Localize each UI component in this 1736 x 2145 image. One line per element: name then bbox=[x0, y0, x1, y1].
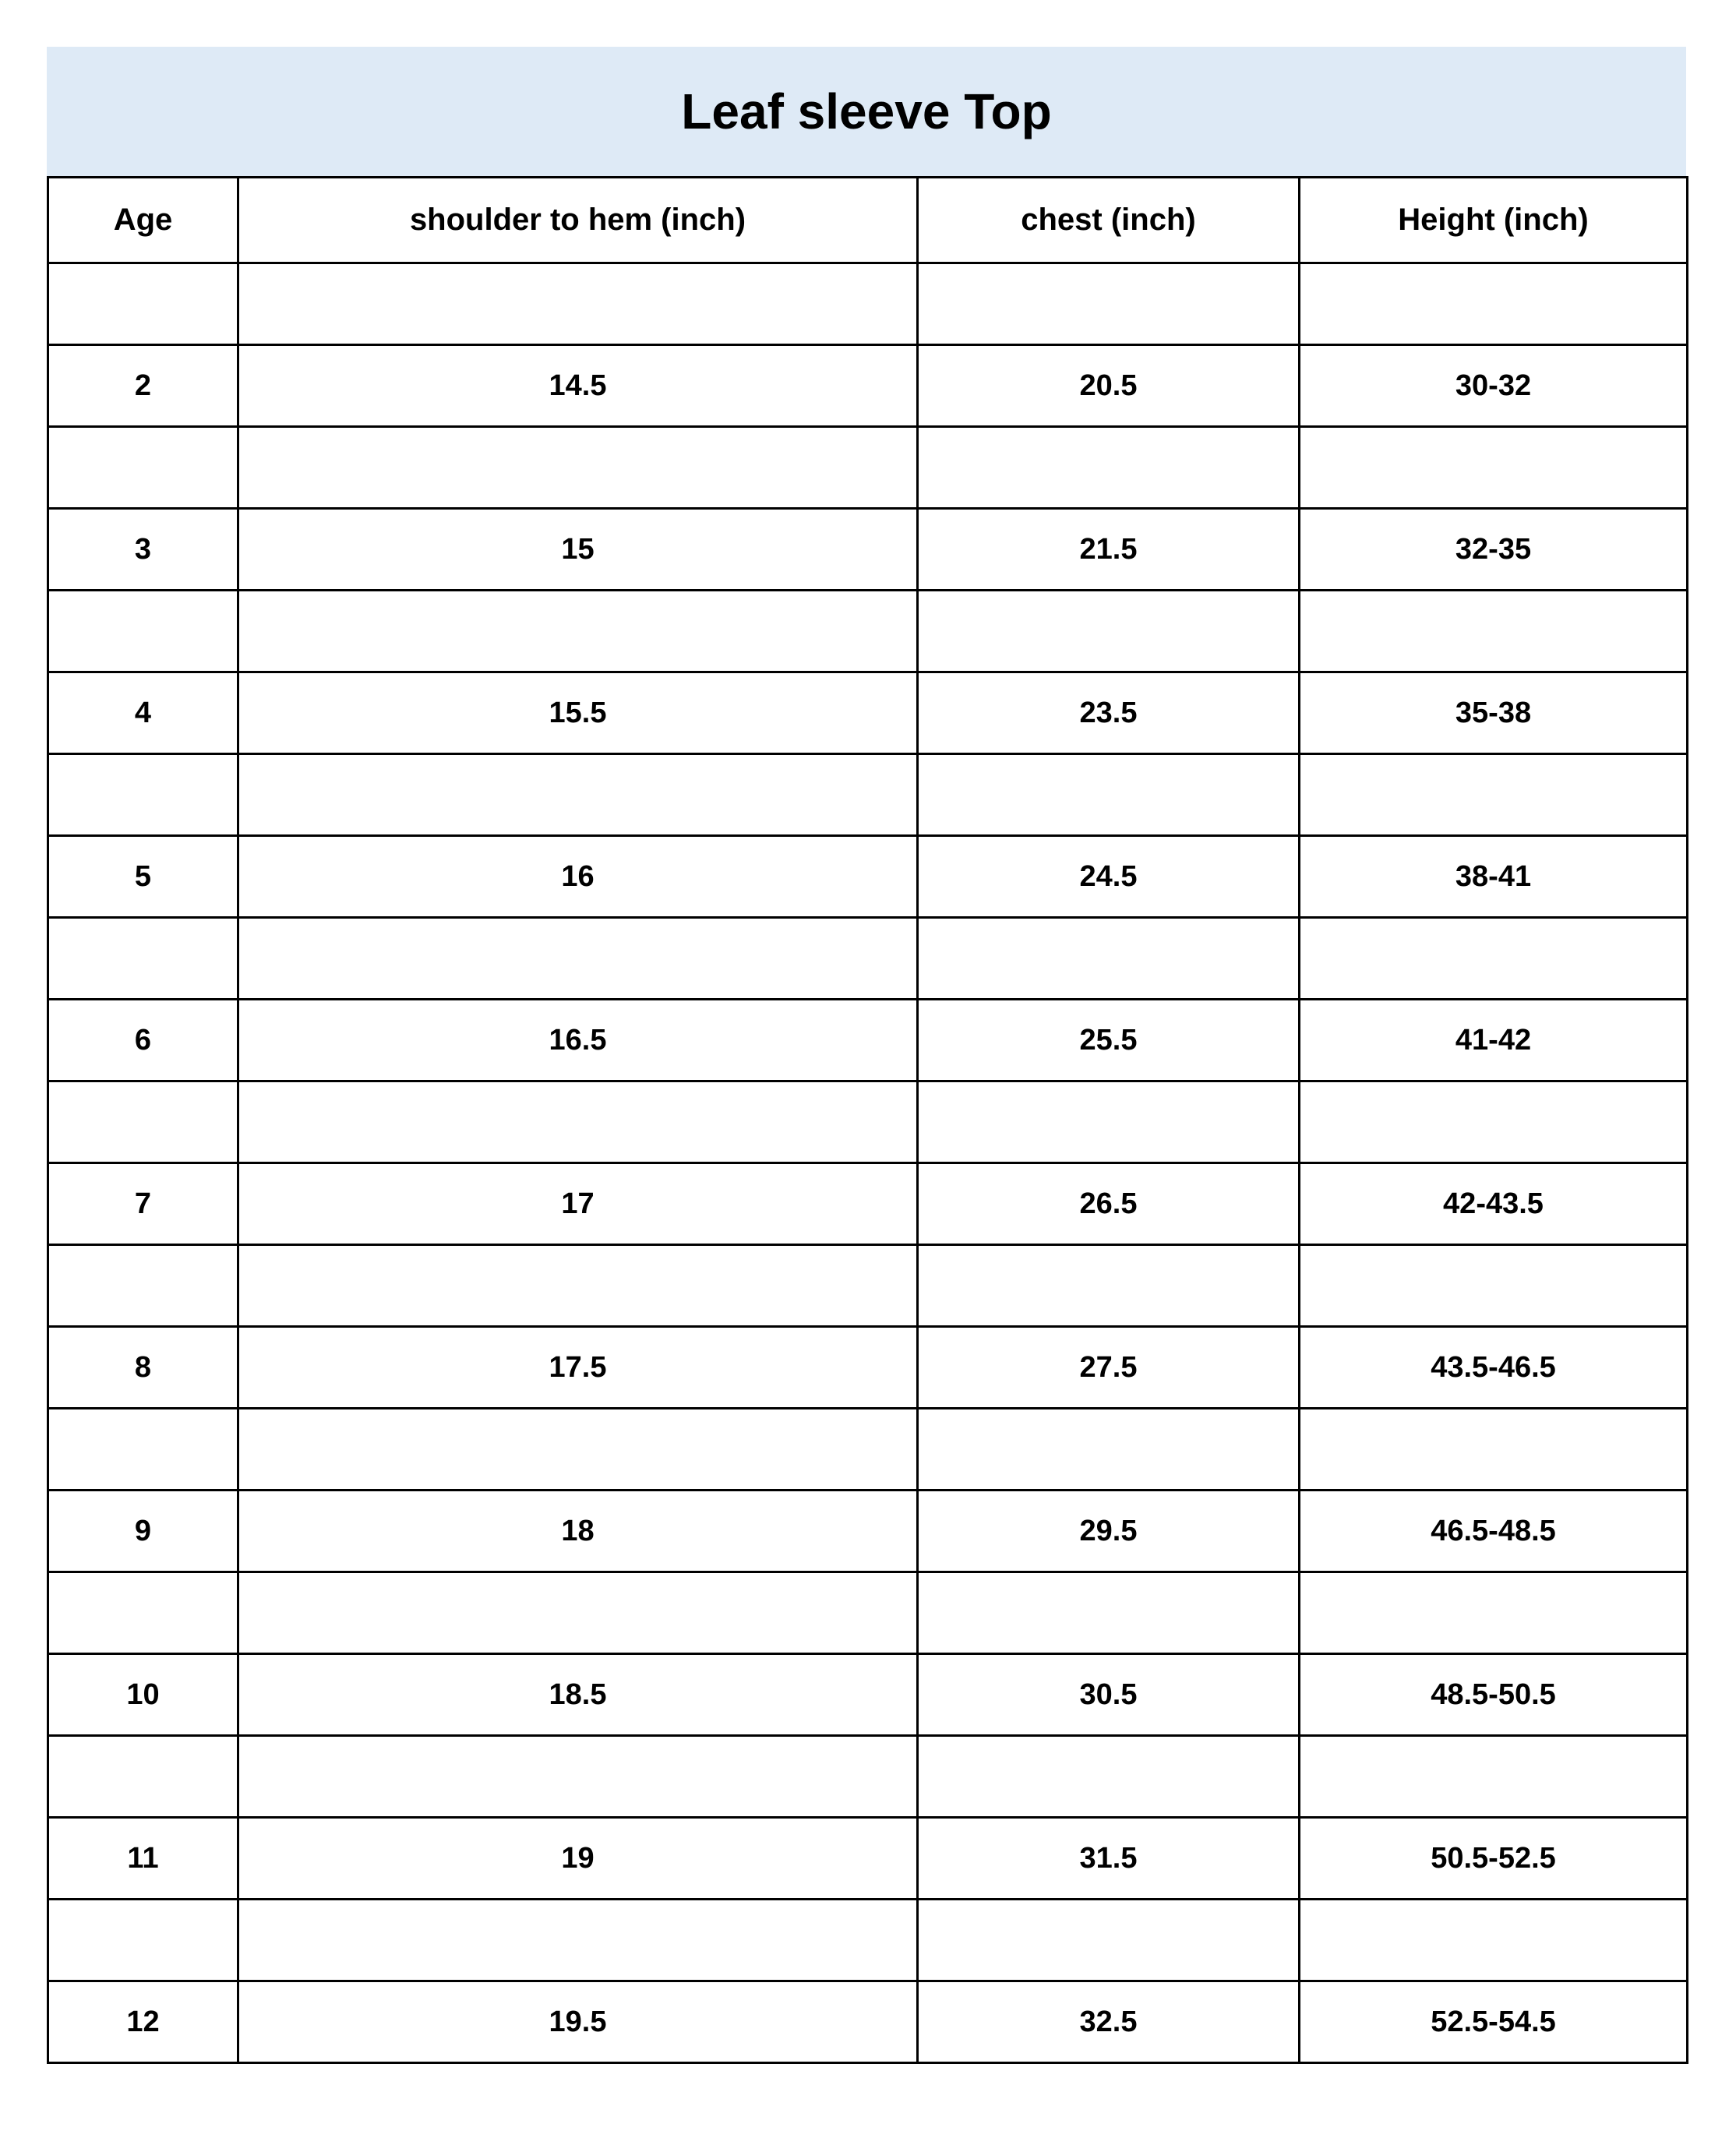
cell-age bbox=[48, 1900, 238, 1981]
cell-height bbox=[1300, 1409, 1688, 1491]
cell-height: 50.5-52.5 bbox=[1300, 1818, 1688, 1900]
cell-age bbox=[48, 1081, 238, 1163]
table-row bbox=[48, 345, 1688, 427]
column-header-chest: chest (inch) bbox=[918, 178, 1300, 263]
table-row bbox=[48, 1818, 1688, 1900]
cell-shoulder-to-hem: 16.5 bbox=[238, 1000, 918, 1081]
cell-chest bbox=[918, 1736, 1300, 1818]
header-row bbox=[48, 178, 1688, 263]
cell-height bbox=[1300, 591, 1688, 672]
cell-height: 43.5-46.5 bbox=[1300, 1327, 1688, 1409]
spacer-row bbox=[48, 1081, 1688, 1163]
cell-shoulder-to-hem: 19 bbox=[238, 1818, 918, 1900]
cell-shoulder-to-hem bbox=[238, 1409, 918, 1491]
cell-chest bbox=[918, 1572, 1300, 1654]
spacer-row bbox=[48, 918, 1688, 1000]
cell-height: 46.5-48.5 bbox=[1300, 1491, 1688, 1572]
cell-height bbox=[1300, 1736, 1688, 1818]
spacer-row bbox=[48, 591, 1688, 672]
cell-age: 7 bbox=[48, 1163, 238, 1245]
cell-age: 9 bbox=[48, 1491, 238, 1572]
cell-height: 48.5-50.5 bbox=[1300, 1654, 1688, 1736]
spacer-row bbox=[48, 754, 1688, 836]
table-body bbox=[48, 263, 1688, 2063]
column-header-age: Age bbox=[48, 178, 238, 263]
table-row bbox=[48, 1981, 1688, 2063]
cell-shoulder-to-hem bbox=[238, 1081, 918, 1163]
cell-age: 11 bbox=[48, 1818, 238, 1900]
size-table bbox=[47, 176, 1688, 2064]
table-row bbox=[48, 1327, 1688, 1409]
cell-height: 35-38 bbox=[1300, 672, 1688, 754]
cell-chest bbox=[918, 427, 1300, 509]
cell-age: 2 bbox=[48, 345, 238, 427]
cell-age bbox=[48, 591, 238, 672]
cell-age bbox=[48, 1572, 238, 1654]
column-header-height: Height (inch) bbox=[1300, 178, 1688, 263]
spacer-row bbox=[48, 1409, 1688, 1491]
cell-height: 30-32 bbox=[1300, 345, 1688, 427]
cell-chest bbox=[918, 1900, 1300, 1981]
table-row bbox=[48, 1654, 1688, 1736]
cell-age bbox=[48, 754, 238, 836]
spacer-row bbox=[48, 1572, 1688, 1654]
table-row bbox=[48, 1000, 1688, 1081]
cell-age: 3 bbox=[48, 509, 238, 591]
spacer-row bbox=[48, 263, 1688, 345]
cell-height bbox=[1300, 754, 1688, 836]
spacer-row bbox=[48, 1900, 1688, 1981]
cell-shoulder-to-hem bbox=[238, 1736, 918, 1818]
cell-shoulder-to-hem bbox=[238, 591, 918, 672]
cell-age: 10 bbox=[48, 1654, 238, 1736]
cell-shoulder-to-hem: 19.5 bbox=[238, 1981, 918, 2063]
cell-age: 12 bbox=[48, 1981, 238, 2063]
spacer-row bbox=[48, 1736, 1688, 1818]
cell-age bbox=[48, 1409, 238, 1491]
cell-age: 6 bbox=[48, 1000, 238, 1081]
cell-chest: 23.5 bbox=[918, 672, 1300, 754]
cell-height bbox=[1300, 1900, 1688, 1981]
spacer-row bbox=[48, 1245, 1688, 1327]
cell-chest bbox=[918, 1081, 1300, 1163]
cell-shoulder-to-hem: 17 bbox=[238, 1163, 918, 1245]
cell-shoulder-to-hem: 15.5 bbox=[238, 672, 918, 754]
cell-height: 32-35 bbox=[1300, 509, 1688, 591]
cell-chest bbox=[918, 1245, 1300, 1327]
cell-shoulder-to-hem: 18 bbox=[238, 1491, 918, 1572]
cell-shoulder-to-hem bbox=[238, 754, 918, 836]
cell-age: 4 bbox=[48, 672, 238, 754]
cell-shoulder-to-hem: 17.5 bbox=[238, 1327, 918, 1409]
cell-chest: 24.5 bbox=[918, 836, 1300, 918]
spacer-row bbox=[48, 427, 1688, 509]
cell-shoulder-to-hem: 14.5 bbox=[238, 345, 918, 427]
cell-age: 8 bbox=[48, 1327, 238, 1409]
cell-chest: 20.5 bbox=[918, 345, 1300, 427]
cell-shoulder-to-hem bbox=[238, 1572, 918, 1654]
table-row bbox=[48, 836, 1688, 918]
cell-shoulder-to-hem bbox=[238, 1245, 918, 1327]
cell-shoulder-to-hem bbox=[238, 1900, 918, 1981]
size-chart bbox=[47, 47, 1686, 2064]
chart-title: Leaf sleeve Top bbox=[47, 47, 1686, 176]
cell-shoulder-to-hem bbox=[238, 918, 918, 1000]
cell-chest bbox=[918, 1409, 1300, 1491]
cell-chest: 32.5 bbox=[918, 1981, 1300, 2063]
cell-age bbox=[48, 427, 238, 509]
cell-chest: 29.5 bbox=[918, 1491, 1300, 1572]
cell-chest: 25.5 bbox=[918, 1000, 1300, 1081]
cell-age bbox=[48, 1245, 238, 1327]
cell-height bbox=[1300, 1081, 1688, 1163]
cell-chest bbox=[918, 918, 1300, 1000]
cell-height bbox=[1300, 918, 1688, 1000]
table-row bbox=[48, 1163, 1688, 1245]
cell-shoulder-to-hem: 18.5 bbox=[238, 1654, 918, 1736]
cell-shoulder-to-hem: 15 bbox=[238, 509, 918, 591]
table-row bbox=[48, 1491, 1688, 1572]
cell-height: 38-41 bbox=[1300, 836, 1688, 918]
table-row bbox=[48, 672, 1688, 754]
cell-shoulder-to-hem bbox=[238, 427, 918, 509]
cell-age bbox=[48, 918, 238, 1000]
cell-chest: 21.5 bbox=[918, 509, 1300, 591]
cell-chest bbox=[918, 263, 1300, 345]
cell-shoulder-to-hem: 16 bbox=[238, 836, 918, 918]
cell-height bbox=[1300, 1245, 1688, 1327]
column-header-shoulder-to-hem: shoulder to hem (inch) bbox=[238, 178, 918, 263]
table-row bbox=[48, 509, 1688, 591]
cell-age bbox=[48, 1736, 238, 1818]
cell-chest: 31.5 bbox=[918, 1818, 1300, 1900]
cell-chest: 26.5 bbox=[918, 1163, 1300, 1245]
cell-age: 5 bbox=[48, 836, 238, 918]
cell-height: 41-42 bbox=[1300, 1000, 1688, 1081]
cell-chest: 27.5 bbox=[918, 1327, 1300, 1409]
cell-height bbox=[1300, 1572, 1688, 1654]
cell-height: 52.5-54.5 bbox=[1300, 1981, 1688, 2063]
cell-height: 42-43.5 bbox=[1300, 1163, 1688, 1245]
cell-age bbox=[48, 263, 238, 345]
cell-height bbox=[1300, 263, 1688, 345]
cell-chest: 30.5 bbox=[918, 1654, 1300, 1736]
cell-chest bbox=[918, 591, 1300, 672]
cell-shoulder-to-hem bbox=[238, 263, 918, 345]
cell-height bbox=[1300, 427, 1688, 509]
cell-chest bbox=[918, 754, 1300, 836]
